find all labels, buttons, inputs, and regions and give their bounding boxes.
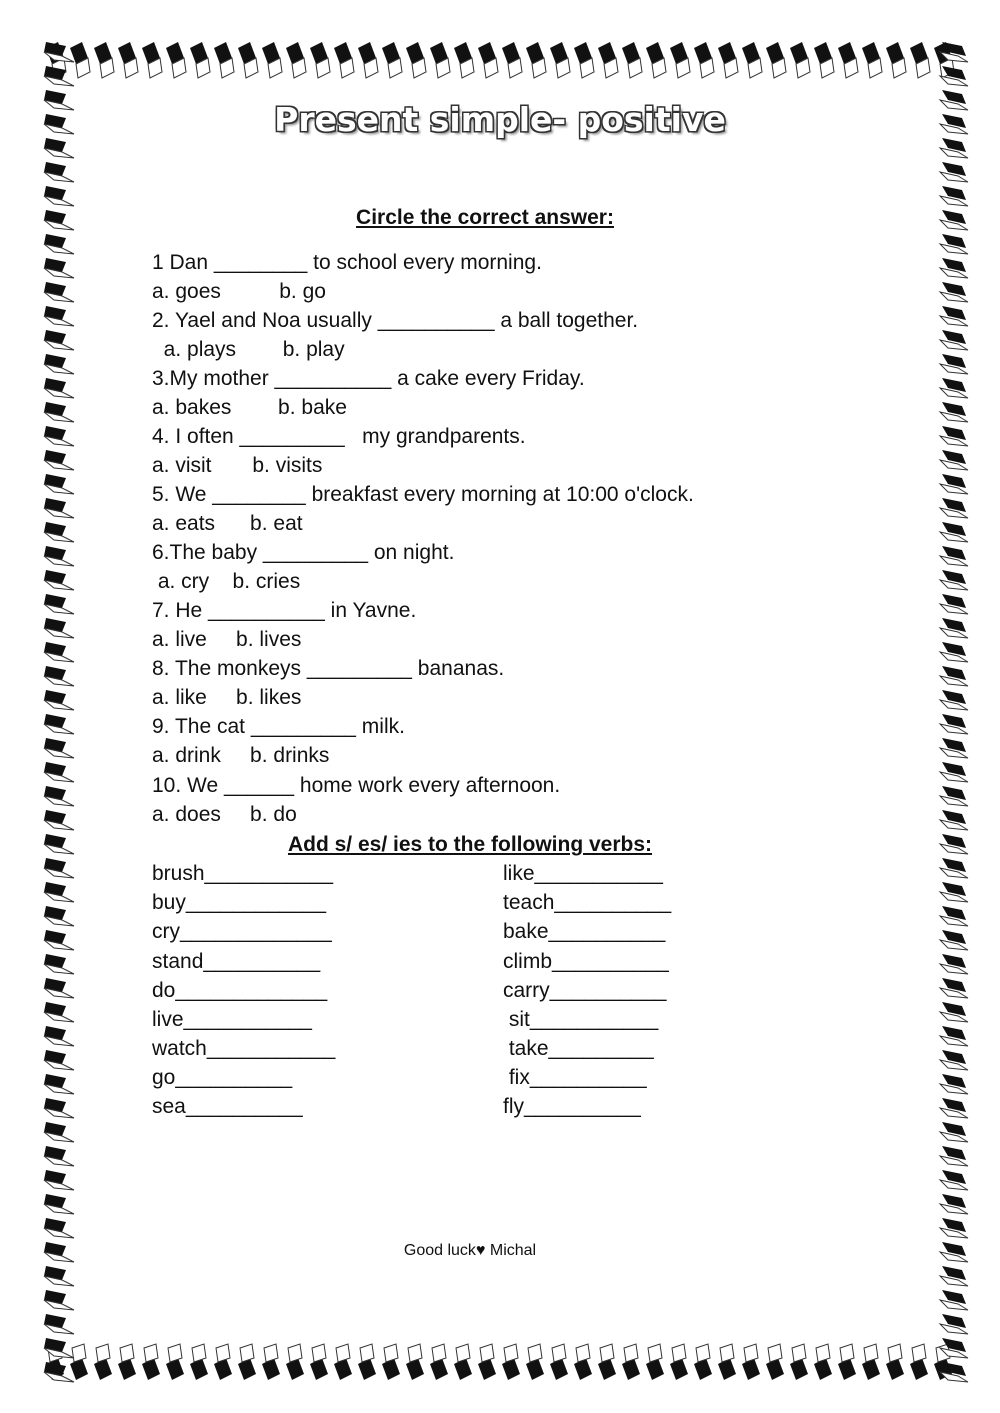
section-heading-add-endings: Add s/ es/ ies to the following verbs: [287, 833, 653, 856]
verb-item: sit___________ [503, 1008, 659, 1031]
verb-item: cry_____________ [152, 920, 332, 943]
verb-item: fix__________ [503, 1066, 647, 1089]
verb-item: brush___________ [152, 862, 334, 885]
verb-item: do_____________ [152, 979, 328, 1002]
decorative-border-right [932, 40, 974, 1384]
question-options: a. bakes b. bake [152, 396, 347, 419]
question-line: 3.My mother __________ a cake every Friday. [152, 367, 585, 390]
question-options: a. goes b. go [152, 280, 326, 303]
decorative-border-left [40, 40, 82, 1384]
verb-item: watch___________ [152, 1037, 336, 1060]
decorative-border-top [44, 40, 956, 82]
verb-item: go__________ [152, 1066, 293, 1089]
question-options: a. visit b. visits [152, 454, 323, 477]
verb-item: like___________ [503, 862, 663, 885]
question-line: 9. The cat _________ milk. [152, 715, 405, 738]
question-options: a. cry b. cries [152, 570, 301, 593]
question-options: a. eats b. eat [152, 512, 303, 535]
question-options: a. plays b. play [152, 338, 345, 361]
verb-item: stand__________ [152, 950, 321, 973]
verb-item: carry__________ [503, 979, 667, 1002]
question-line: 7. He __________ in Yavne. [152, 599, 417, 622]
page-title: Present simple- positive [274, 100, 726, 139]
question-line: 10. We ______ home work every afternoon. [152, 774, 561, 797]
verb-item: teach__________ [503, 891, 672, 914]
footer-signature: Good luck♥ Michal [403, 1242, 537, 1259]
question-line: 1 Dan ________ to school every morning. [152, 251, 542, 274]
question-options: a. does b. do [152, 803, 297, 826]
question-options: a. live b. lives [152, 628, 302, 651]
verb-item: climb__________ [503, 950, 669, 973]
question-options: a. like b. likes [152, 686, 302, 709]
verb-item: buy____________ [152, 891, 327, 914]
question-options: a. drink b. drinks [152, 744, 330, 767]
question-line: 8. The monkeys _________ bananas. [152, 657, 505, 680]
decorative-border-bottom [44, 1342, 956, 1384]
question-line: 2. Yael and Noa usually __________ a ball together. [152, 309, 639, 332]
question-line: 5. We ________ breakfast every morning at 10:00 o'clock. [152, 483, 694, 506]
verb-item: bake__________ [503, 920, 666, 943]
verb-item: live___________ [152, 1008, 312, 1031]
verb-item: fly__________ [503, 1095, 641, 1118]
question-line: 4. I often _________ my grandparents. [152, 425, 526, 448]
verb-item: sea__________ [152, 1095, 303, 1118]
verb-item: take_________ [503, 1037, 654, 1060]
question-line: 6.The baby _________ on night. [152, 541, 455, 564]
section-heading-circle: Circle the correct answer: [356, 206, 614, 229]
